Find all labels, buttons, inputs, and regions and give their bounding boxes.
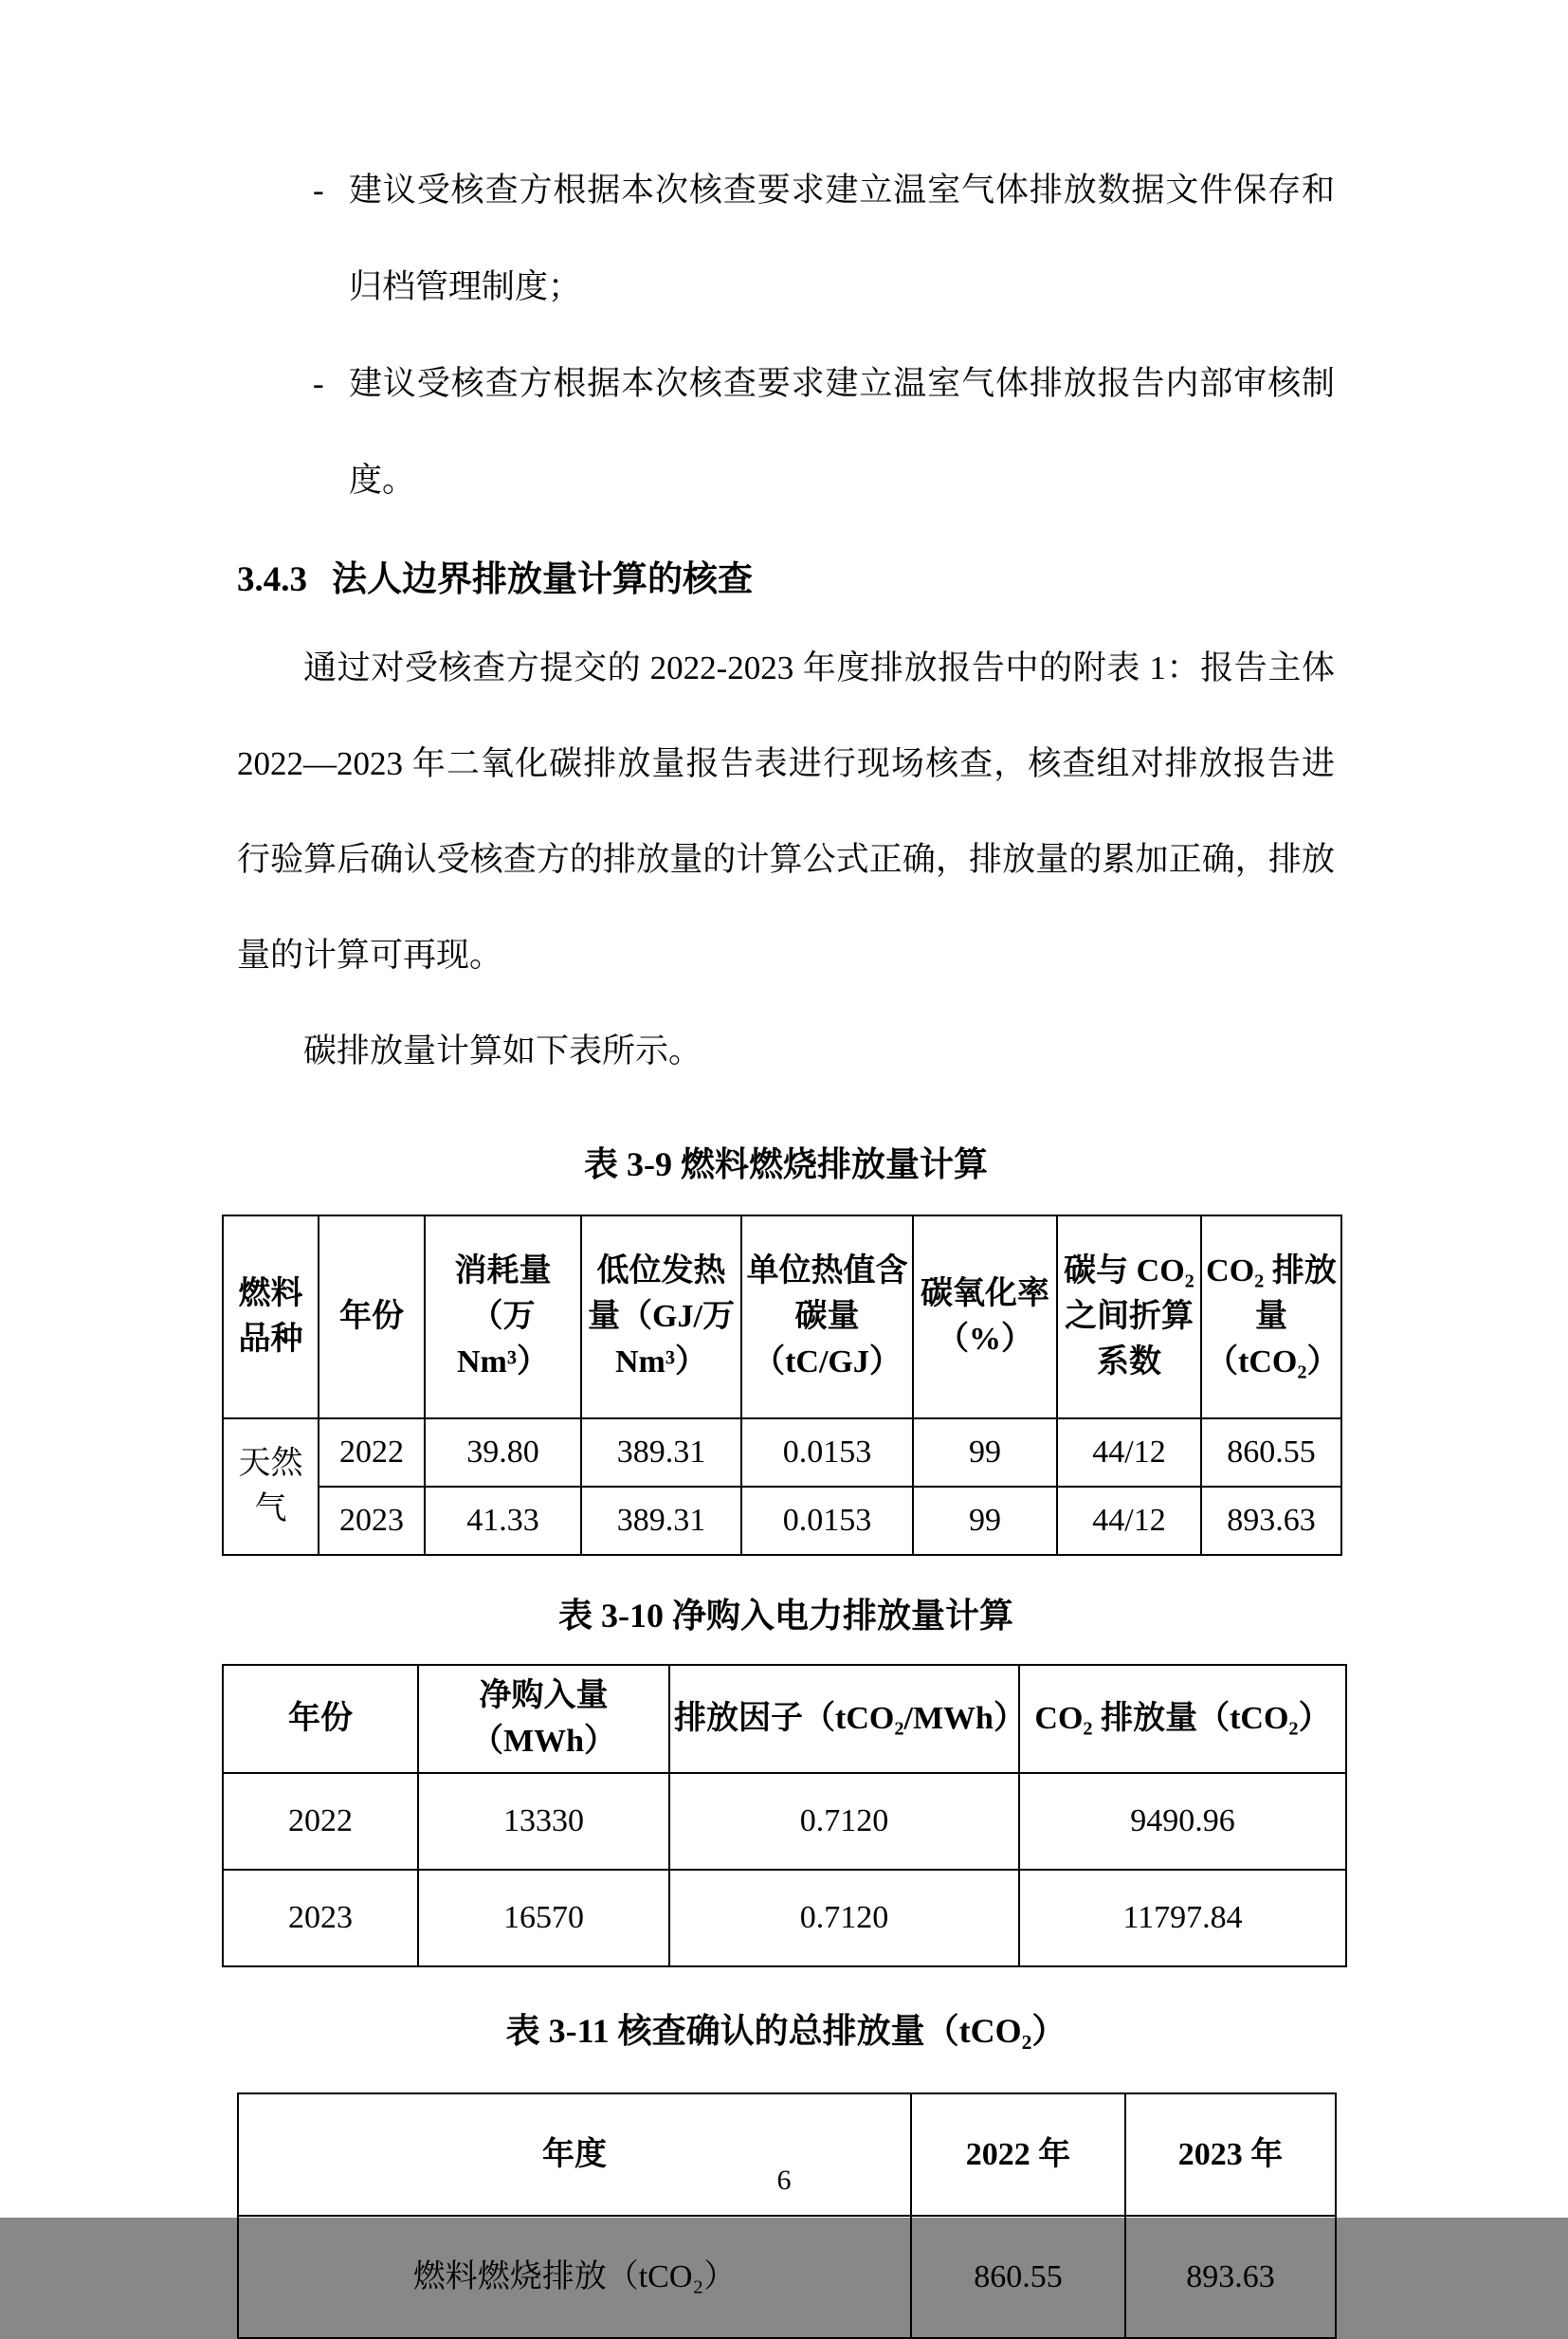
bullet-text: 建议受核查方根据本次核查要求建立温室气体排放报告内部审核制度。 [349,365,1335,499]
table-row [223,1773,1346,1870]
column-header: 排放因子（tCO₂/MWh） [669,1665,1019,1773]
section-heading [237,554,1335,607]
table-3-9-title: 表 3-9 燃料燃烧排放量计算 [584,1145,988,1183]
cell: 9490.96 [1019,1773,1346,1870]
cell: 860.55 [1201,1418,1341,1487]
cell: 893.63 [1201,1487,1341,1555]
column-header: 年份 [223,1665,418,1773]
list-item [237,336,1335,529]
page-number: 6 [776,2165,792,2196]
cell: 0.0153 [741,1487,913,1555]
cell: 13330 [418,1773,669,1870]
table-3-10-title: 表 3-10 净购入电力排放量计算 [558,1597,1013,1635]
column-header: 消耗量（万 Nm³） [425,1215,581,1418]
cell: 44/12 [1057,1418,1201,1487]
table-header-row [223,1215,1341,1418]
table-row [238,2216,1336,2338]
table-3-10 [222,1664,1347,1967]
cell: 0.7120 [669,1870,1019,1966]
cell: 39.80 [425,1418,581,1487]
section-number: 3.4.3 [237,560,307,599]
body-paragraph: 通过对受核查方提交的 2022-2023 年度排放报告中的附表 1：报告主体 2022—2023 年二氧化碳排放量报告表进行现场核查，核查组对排放报告进行验算后确认受核查方的排放量的计算公式正确，排放量的累加正确，排放量的计算可再现。 [237,649,1335,974]
cell: 2022 [319,1418,425,1487]
table-3-11 [237,2092,1337,2339]
column-header: 单位热值含碳量（tC/GJ） [741,1215,913,1418]
cell: 389.31 [581,1487,741,1555]
bullet-dash-icon: - [313,172,324,209]
fuel-type-cell: 天然气 [223,1418,319,1555]
cell: 389.31 [581,1418,741,1487]
table-row [223,1418,1341,1487]
bullet-text: 建议受核查方根据本次核查要求建立温室气体排放数据文件保存和归档管理制度； [349,172,1335,305]
table-header-row [238,2093,1336,2216]
table-header-row [223,1665,1346,1773]
page-content [237,142,1340,2339]
table-3-11-title: 表 3-11 核查确认的总排放量（tCO₂） [505,2012,1067,2050]
cell: 0.0153 [741,1418,913,1487]
cell: 2023 [223,1870,418,1966]
column-header: 低位发热量（GJ/万 Nm³） [581,1215,741,1418]
column-header: CO₂ 排放量（tCO₂） [1201,1215,1341,1418]
cell: 893.63 [1125,2216,1336,2338]
column-header: 碳氧化率（%） [913,1215,1057,1418]
cell: 燃料燃烧排放（tCO₂） [238,2216,911,2338]
column-header: 碳与 CO₂ 之间折算系数 [1057,1215,1201,1418]
table-row [223,1487,1341,1555]
column-header: 2023 年 [1125,2093,1336,2216]
column-header: 2022 年 [911,2093,1125,2216]
cell: 2022 [223,1773,418,1870]
section-title: 法人边界排放量计算的核查 [332,560,753,599]
cell: 2023 [319,1487,425,1555]
column-header: 年份 [319,1215,425,1418]
table-row [223,1870,1346,1966]
cell: 16570 [418,1870,669,1966]
cell: 41.33 [425,1487,581,1555]
column-header: 净购入量（MWh） [418,1665,669,1773]
table-3-9 [222,1215,1342,1556]
column-header: CO₂ 排放量（tCO₂） [1019,1665,1346,1773]
cell: 44/12 [1057,1487,1201,1555]
column-header: 年度 [238,2093,911,2216]
cell: 0.7120 [669,1773,1019,1870]
column-header: 燃料品种 [223,1215,319,1418]
cell: 99 [913,1487,1057,1555]
recommendation-list [237,142,1335,529]
cell: 860.55 [911,2216,1125,2338]
cell: 11797.84 [1019,1870,1346,1966]
list-item [237,142,1335,336]
bullet-dash-icon: - [313,365,324,402]
cell: 99 [913,1418,1057,1487]
body-paragraph: 碳排放量计算如下表所示。 [303,1032,702,1069]
